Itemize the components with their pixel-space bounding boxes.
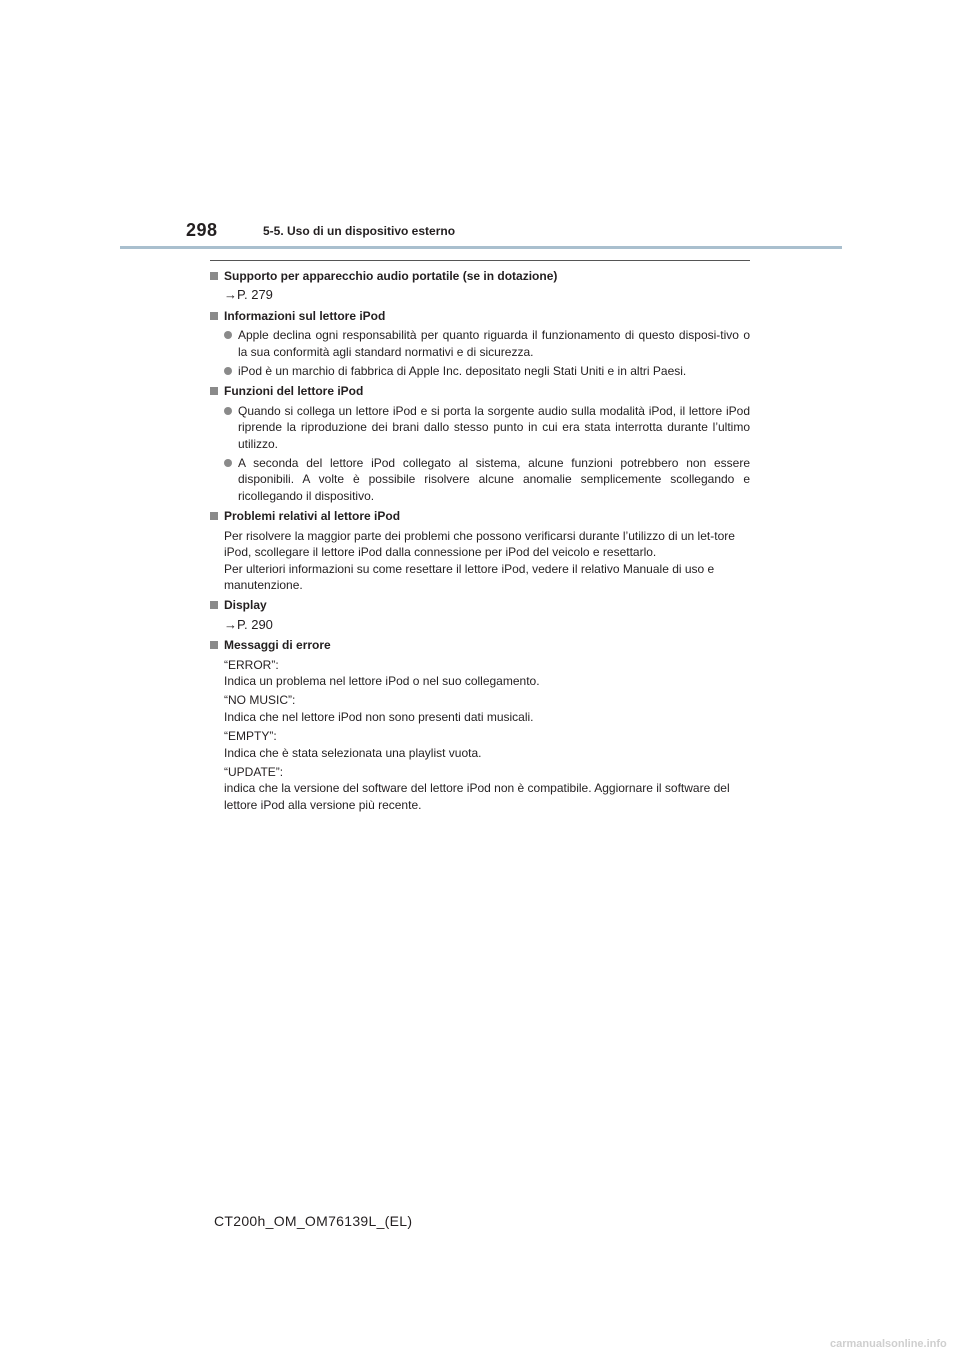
square-bullet-icon — [210, 512, 218, 520]
error-entry — [210, 764, 750, 813]
square-bullet-icon — [210, 387, 218, 395]
error-entry — [210, 728, 750, 761]
page-reference-link[interactable]: →P. 290 — [224, 616, 273, 632]
section-heading: Display — [210, 597, 750, 613]
error-description: indica che la versione del software del lettore iPod non è compatibile. Aggiornare il software del lettore iPod alla versione più recente. — [224, 781, 730, 812]
section-error-messages — [210, 637, 750, 813]
section-title: 5-5. Uso di un dispositivo esterno — [263, 224, 456, 238]
section-ipod-info — [210, 308, 750, 380]
circle-bullet-icon — [224, 459, 232, 467]
square-bullet-icon — [210, 272, 218, 280]
paragraph: Per risolvere la maggior parte dei problemi che possono verificarsi durante l’utilizzo di un let-tore iPod, scollegare il lettore iPod dalla connessione per iPod del veicolo e resettarlo. Per ulteriori informazioni su come resettare il lettore iPod, vedere il relativo Manuale di uso e manutenzione. — [224, 528, 735, 592]
circle-bullet-icon — [224, 367, 232, 375]
square-bullet-icon — [210, 641, 218, 649]
top-rule — [210, 260, 750, 261]
error-code: “NO MUSIC”: — [224, 693, 296, 708]
square-bullet-icon — [210, 601, 218, 609]
section-heading: Funzioni del lettore iPod — [210, 383, 750, 399]
error-code: “EMPTY”: — [224, 729, 277, 744]
error-code: “UPDATE”: — [224, 764, 284, 779]
page-content — [210, 268, 750, 817]
section-display — [210, 597, 750, 633]
page-reference-link[interactable]: →P. 279 — [224, 287, 273, 303]
error-entry — [210, 657, 750, 690]
circle-bullet-icon — [224, 407, 232, 415]
section-ipod-problems — [210, 508, 750, 593]
error-description: Indica un problema nel lettore iPod o nel suo collegamento. — [224, 673, 540, 688]
page-number: 298 — [186, 220, 218, 240]
section-portable-audio — [210, 268, 750, 304]
list-item: Quando si collega un lettore iPod e si porta la sorgente audio sulla modalità iPod, il lettore iPod riprende la riproduzione dei brani dallo stesso punto in cui era stata interrotta durante l’ultimo utilizzo. — [210, 403, 750, 452]
section-heading: Problemi relativi al lettore iPod — [210, 508, 750, 524]
section-ipod-functions — [210, 383, 750, 504]
section-heading: Supporto per apparecchio audio portatile (se in dotazione) — [210, 268, 750, 284]
watermark: carmanualsonline.info — [830, 1338, 947, 1350]
list-item: A seconda del lettore iPod collegato al sistema, alcune funzioni potrebbero non essere disponibili. A volte è possibile risolvere alcune anomalie semplicemente scollegando e ricollegando il dispositivo. — [210, 455, 750, 504]
error-description: Indica che nel lettore iPod non sono presenti dati musicali. — [224, 709, 534, 724]
page-header — [120, 220, 842, 249]
section-heading: Messaggi di errore — [210, 637, 750, 653]
error-code: “ERROR”: — [224, 657, 279, 672]
error-description: Indica che è stata selezionata una playlist vuota. — [224, 745, 482, 760]
list-item: Apple declina ogni responsabilità per quanto riguarda il funzionamento di questo disposi-tivo o la sua conformità agli standard normativi e di sicurezza. — [210, 327, 750, 360]
circle-bullet-icon — [224, 331, 232, 339]
list-item: iPod è un marchio di fabbrica di Apple Inc. depositato negli Stati Uniti e in altri Paesi. — [210, 363, 750, 379]
error-entry — [210, 692, 750, 725]
section-heading: Informazioni sul lettore iPod — [210, 308, 750, 324]
square-bullet-icon — [210, 312, 218, 320]
document-code: CT200h_OM_OM76139L_(EL) — [214, 1213, 413, 1229]
